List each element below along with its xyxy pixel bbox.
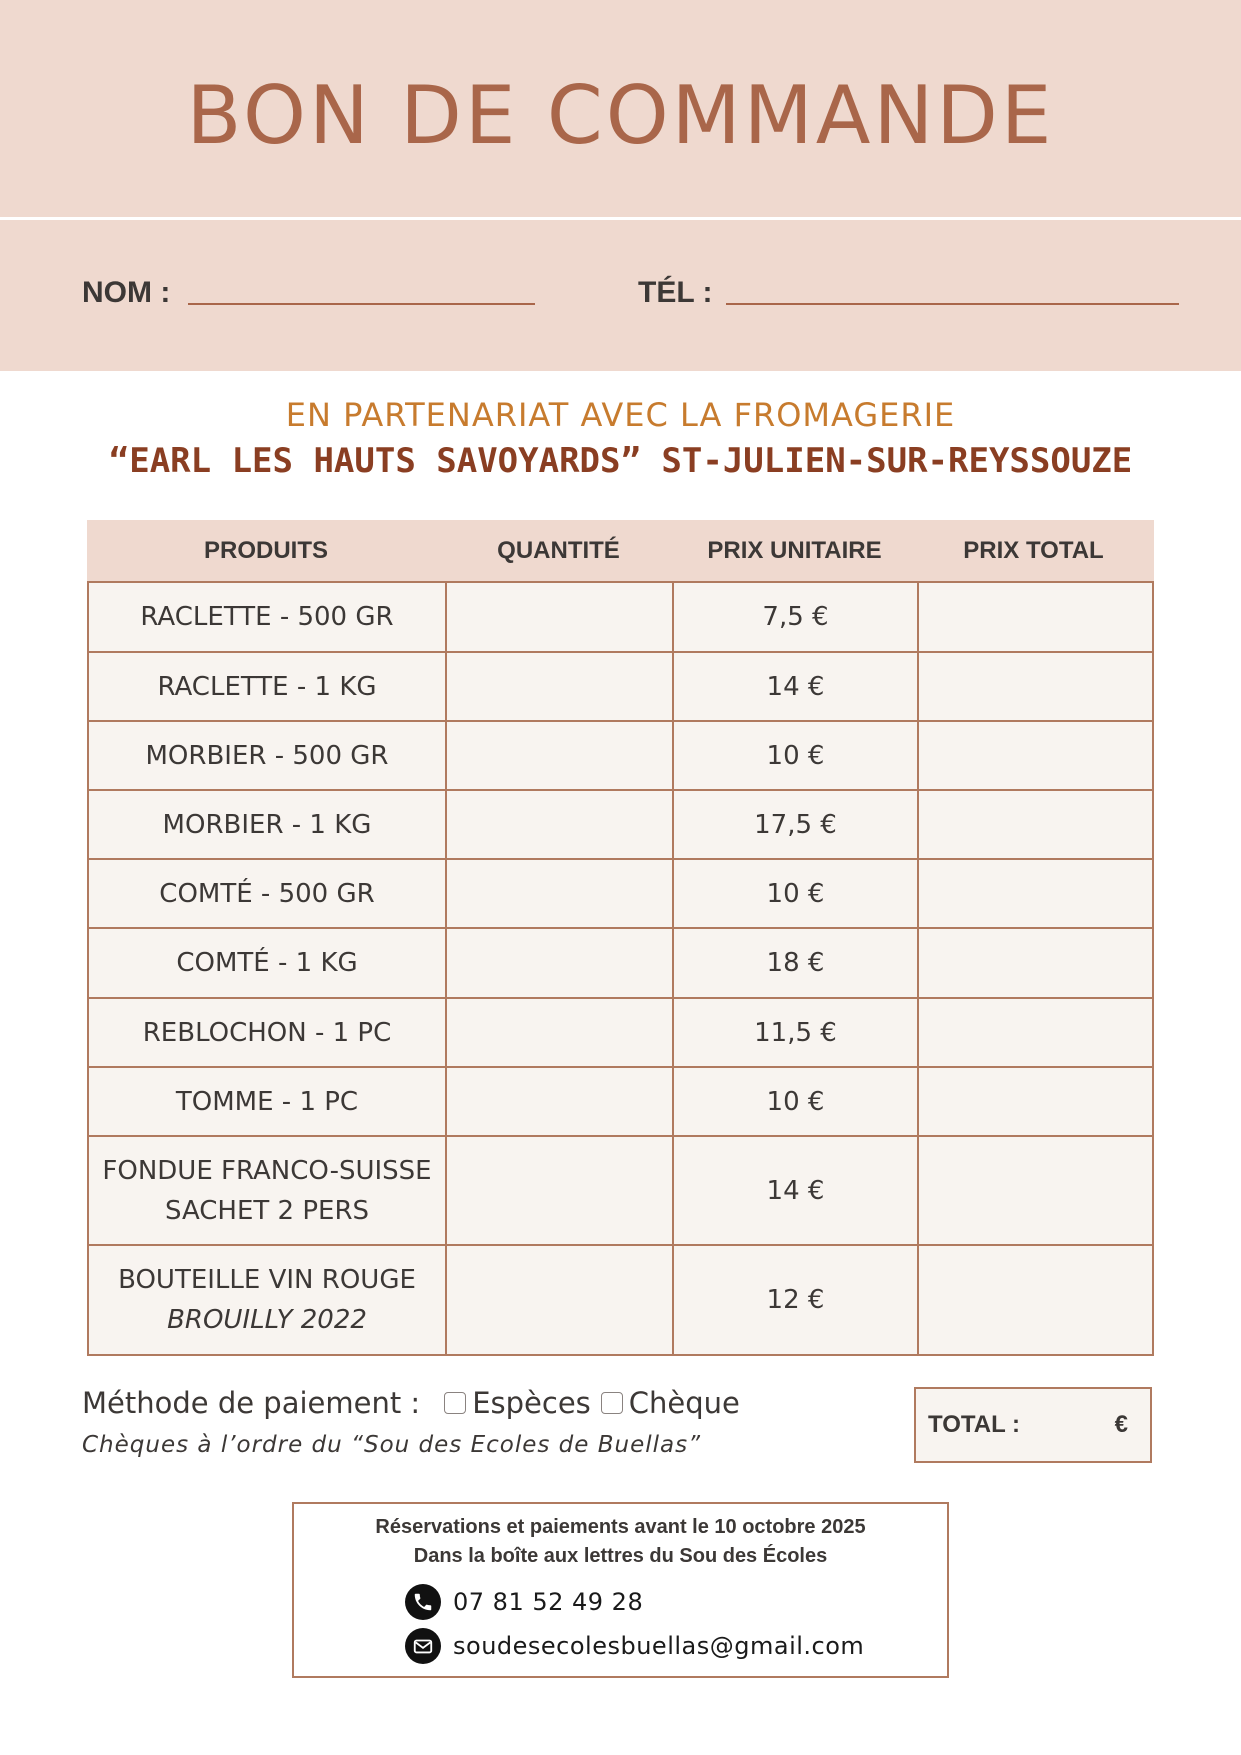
- product-cell: MORBIER - 500 GR: [89, 722, 447, 789]
- quantity-cell[interactable]: [447, 860, 674, 927]
- nom-label: NOM :: [82, 276, 171, 309]
- unit-price-cell: 12 €: [674, 1246, 919, 1354]
- total-price-cell[interactable]: [919, 791, 1152, 858]
- product-name: BOUTEILLE VIN ROUGE: [118, 1265, 416, 1295]
- especes-label: Espèces: [472, 1386, 591, 1420]
- total-price-cell[interactable]: [919, 860, 1152, 927]
- total-price-cell[interactable]: [919, 1246, 1152, 1354]
- order-table: [87, 520, 1154, 1356]
- nom-field[interactable]: [188, 303, 535, 305]
- product-cell: RACLETTE - 1 KG: [89, 653, 447, 720]
- product-detail: SACHET 2 PERS: [164, 1195, 370, 1226]
- total-price-cell[interactable]: [919, 999, 1152, 1066]
- total-price-cell[interactable]: [919, 722, 1152, 789]
- info-box: [292, 1502, 949, 1678]
- total-currency: €: [1114, 1411, 1128, 1438]
- partner-line-2: “EARL LES HAUTS SAVOYARDS” ST-JULIEN-SUR-REYSSOUZE: [108, 441, 1133, 481]
- quantity-cell[interactable]: [447, 929, 674, 997]
- payment-label: Méthode de paiement :: [82, 1386, 421, 1420]
- table-row: [89, 1246, 1152, 1356]
- quantity-cell[interactable]: [447, 1068, 674, 1135]
- product-cell: MORBIER - 1 KG: [89, 791, 447, 858]
- payment-method: [82, 1386, 740, 1420]
- product-name: FONDUE FRANCO-SUISSE: [102, 1155, 432, 1186]
- quantity-cell[interactable]: [447, 1246, 674, 1354]
- page-title: BON DE COMMANDE: [186, 69, 1055, 162]
- email-contact: [405, 1628, 864, 1664]
- header-band: [0, 0, 1241, 371]
- total-box[interactable]: [914, 1387, 1152, 1463]
- product-cell: RACLETTE - 500 GR: [89, 583, 447, 651]
- quantity-cell[interactable]: [447, 583, 674, 651]
- table-row: [89, 791, 1152, 860]
- table-row: [89, 653, 1152, 722]
- quantity-cell[interactable]: [447, 1137, 674, 1244]
- cheque-label: Chèque: [628, 1386, 740, 1420]
- unit-price-cell: 10 €: [674, 1068, 919, 1135]
- product-cell: REBLOCHON - 1 PC: [89, 999, 447, 1066]
- mail-icon: [405, 1628, 441, 1664]
- product-cell: [89, 1246, 447, 1354]
- unit-price-cell: 14 €: [674, 653, 919, 720]
- product-cell: COMTÉ - 500 GR: [89, 860, 447, 927]
- header-produits: PRODUITS: [203, 536, 328, 564]
- header-divider: [0, 217, 1241, 220]
- header-prix-total: PRIX TOTAL: [963, 536, 1104, 564]
- product-cell: [89, 1137, 447, 1244]
- tel-label: TÉL :: [638, 276, 713, 309]
- product-detail: BROUILLY 2022: [167, 1305, 367, 1335]
- table-row: [89, 1068, 1152, 1137]
- total-label: TOTAL :: [928, 1411, 1020, 1438]
- phone-number[interactable]: 07 81 52 49 28: [453, 1588, 644, 1616]
- unit-price-cell: 7,5 €: [674, 583, 919, 651]
- unit-price-cell: 17,5 €: [674, 791, 919, 858]
- table-row: [89, 583, 1152, 653]
- table-row: [89, 929, 1152, 999]
- table-row: [89, 999, 1152, 1068]
- header-prix-unitaire: PRIX UNITAIRE: [707, 536, 882, 564]
- total-price-cell[interactable]: [919, 653, 1152, 720]
- unit-price-cell: 10 €: [674, 722, 919, 789]
- cheque-checkbox[interactable]: [601, 1392, 623, 1414]
- especes-checkbox[interactable]: [444, 1392, 466, 1414]
- phone-contact: [405, 1584, 643, 1620]
- table-row: [89, 722, 1152, 791]
- cheque-note: Chèques à l’ordre du “Sou des Ecoles de Buellas”: [82, 1432, 701, 1458]
- total-price-cell[interactable]: [919, 1068, 1152, 1135]
- product-cell: TOMME - 1 PC: [89, 1068, 447, 1135]
- unit-price-cell: 18 €: [674, 929, 919, 997]
- unit-price-cell: 14 €: [674, 1137, 919, 1244]
- total-price-cell[interactable]: [919, 583, 1152, 651]
- total-price-cell[interactable]: [919, 929, 1152, 997]
- email-address[interactable]: soudesecolesbuellas@gmail.com: [453, 1632, 865, 1660]
- table-body: [87, 581, 1154, 1356]
- partner-line-1: EN PARTENARIAT AVEC LA FROMAGERIE: [285, 396, 956, 434]
- table-header: [87, 520, 1154, 581]
- deadline-text: Réservations et paiements avant le 10 octobre 2025: [375, 1516, 866, 1538]
- table-row: [89, 860, 1152, 929]
- table-row: [89, 1137, 1152, 1246]
- dropoff-text: Dans la boîte aux lettres du Sou des Écoles: [413, 1545, 828, 1567]
- quantity-cell[interactable]: [447, 791, 674, 858]
- quantity-cell[interactable]: [447, 999, 674, 1066]
- unit-price-cell: 10 €: [674, 860, 919, 927]
- header-quantite: QUANTITÉ: [497, 536, 620, 564]
- product-cell: COMTÉ - 1 KG: [89, 929, 447, 997]
- total-price-cell[interactable]: [919, 1137, 1152, 1244]
- unit-price-cell: 11,5 €: [674, 999, 919, 1066]
- quantity-cell[interactable]: [447, 722, 674, 789]
- tel-field[interactable]: [726, 303, 1179, 305]
- quantity-cell[interactable]: [447, 653, 674, 720]
- phone-icon: [405, 1584, 441, 1620]
